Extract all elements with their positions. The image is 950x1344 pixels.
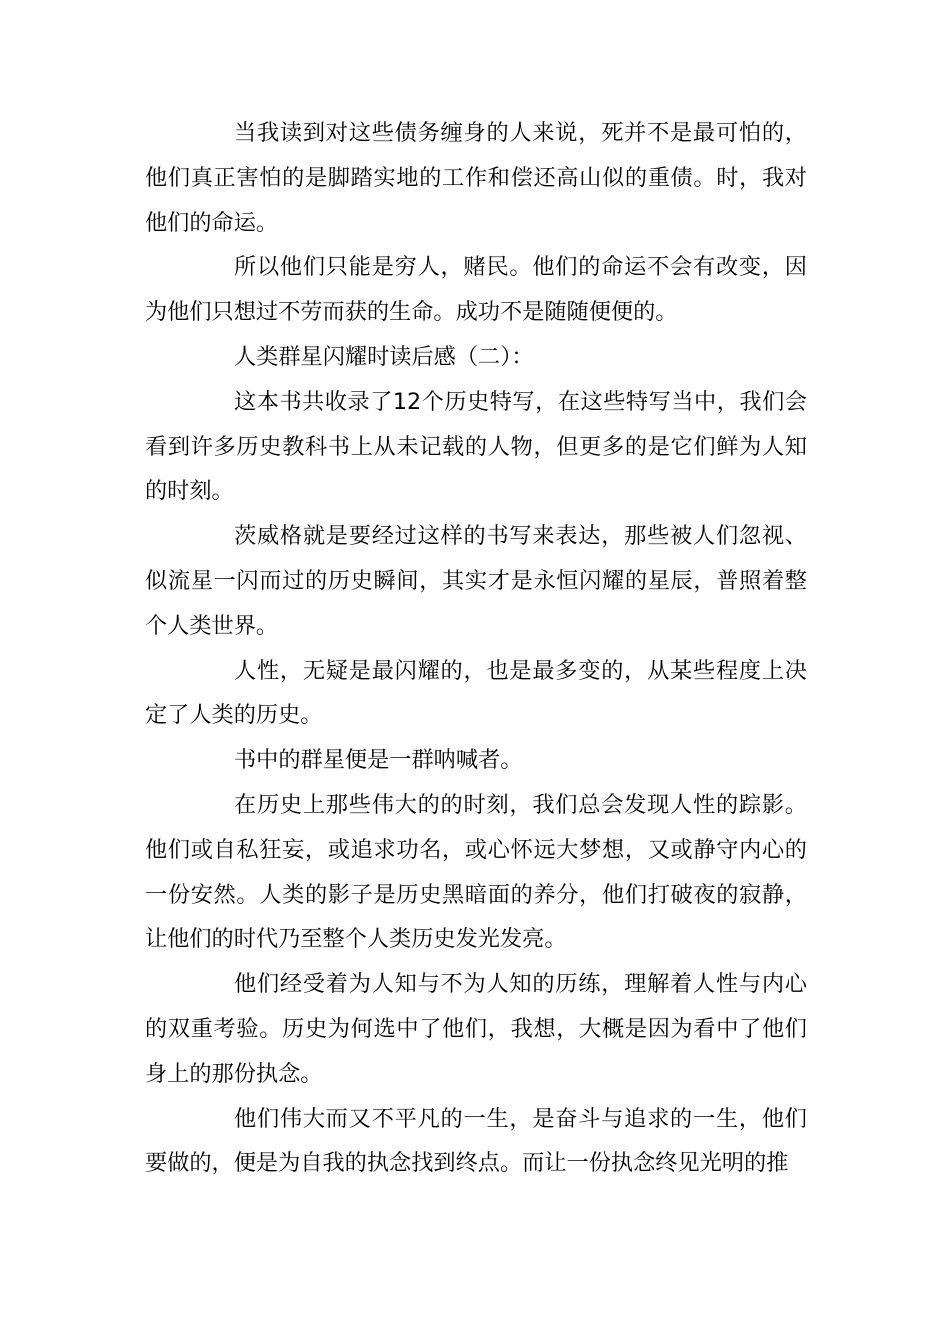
- section-heading: 人类群星闪耀时读后感（二）：: [234, 343, 534, 370]
- paragraph: 这本书共收录了12个历史特写，在这些特写当中，我们会看到许多历史教科书上从未记载的人物，但更多的是它们鲜为人知的时刻。: [145, 388, 807, 505]
- paragraph: 他们经受着为人知与不为人知的历练，理解着人性与内心的双重考验。历史为何选中了他们，我想，大概是因为看中了他们身上的那份执念。: [145, 971, 807, 1087]
- paragraph: 人性，无疑是最闪耀的，也是最多变的，从某些程度上决定了人类的历史。: [145, 657, 807, 729]
- paragraph: 书中的群星便是一群呐喊者。: [234, 747, 523, 774]
- paragraph: 所以他们只能是穷人，赌民。他们的命运不会有改变，因为他们只想过不劳而获的生命。成功不是随随便便的。: [145, 254, 807, 326]
- paragraph: 当我读到对这些债务缠身的人来说，死并不是最可怕的，他们真正害怕的是脚踏实地的工作和偿还高山似的重债。时，我对他们的命运。: [145, 120, 807, 236]
- paragraph: 在历史上那些伟大的的时刻，我们总会发现人性的踪影。他们或自私狂妄，或追求功名，或心怀远大梦想，又或静守内心的一份安然。人类的影子是历史黑暗面的养分，他们打破夜的寂静，让他们的时代乃至整个人类历史发光发亮。: [145, 791, 807, 953]
- paragraph: 他们伟大而又不平凡的一生，是奋斗与追求的一生，他们要做的，便是为自我的执念找到终点。而让一份执念终见光明的推: [145, 1105, 807, 1177]
- document-body: [145, 111, 807, 1186]
- paragraph: 茨威格就是要经过这样的书写来表达，那些被人们忽视、似流星一闪而过的历史瞬间，其实才是永恒闪耀的星辰，普照着整个人类世界。: [145, 523, 807, 639]
